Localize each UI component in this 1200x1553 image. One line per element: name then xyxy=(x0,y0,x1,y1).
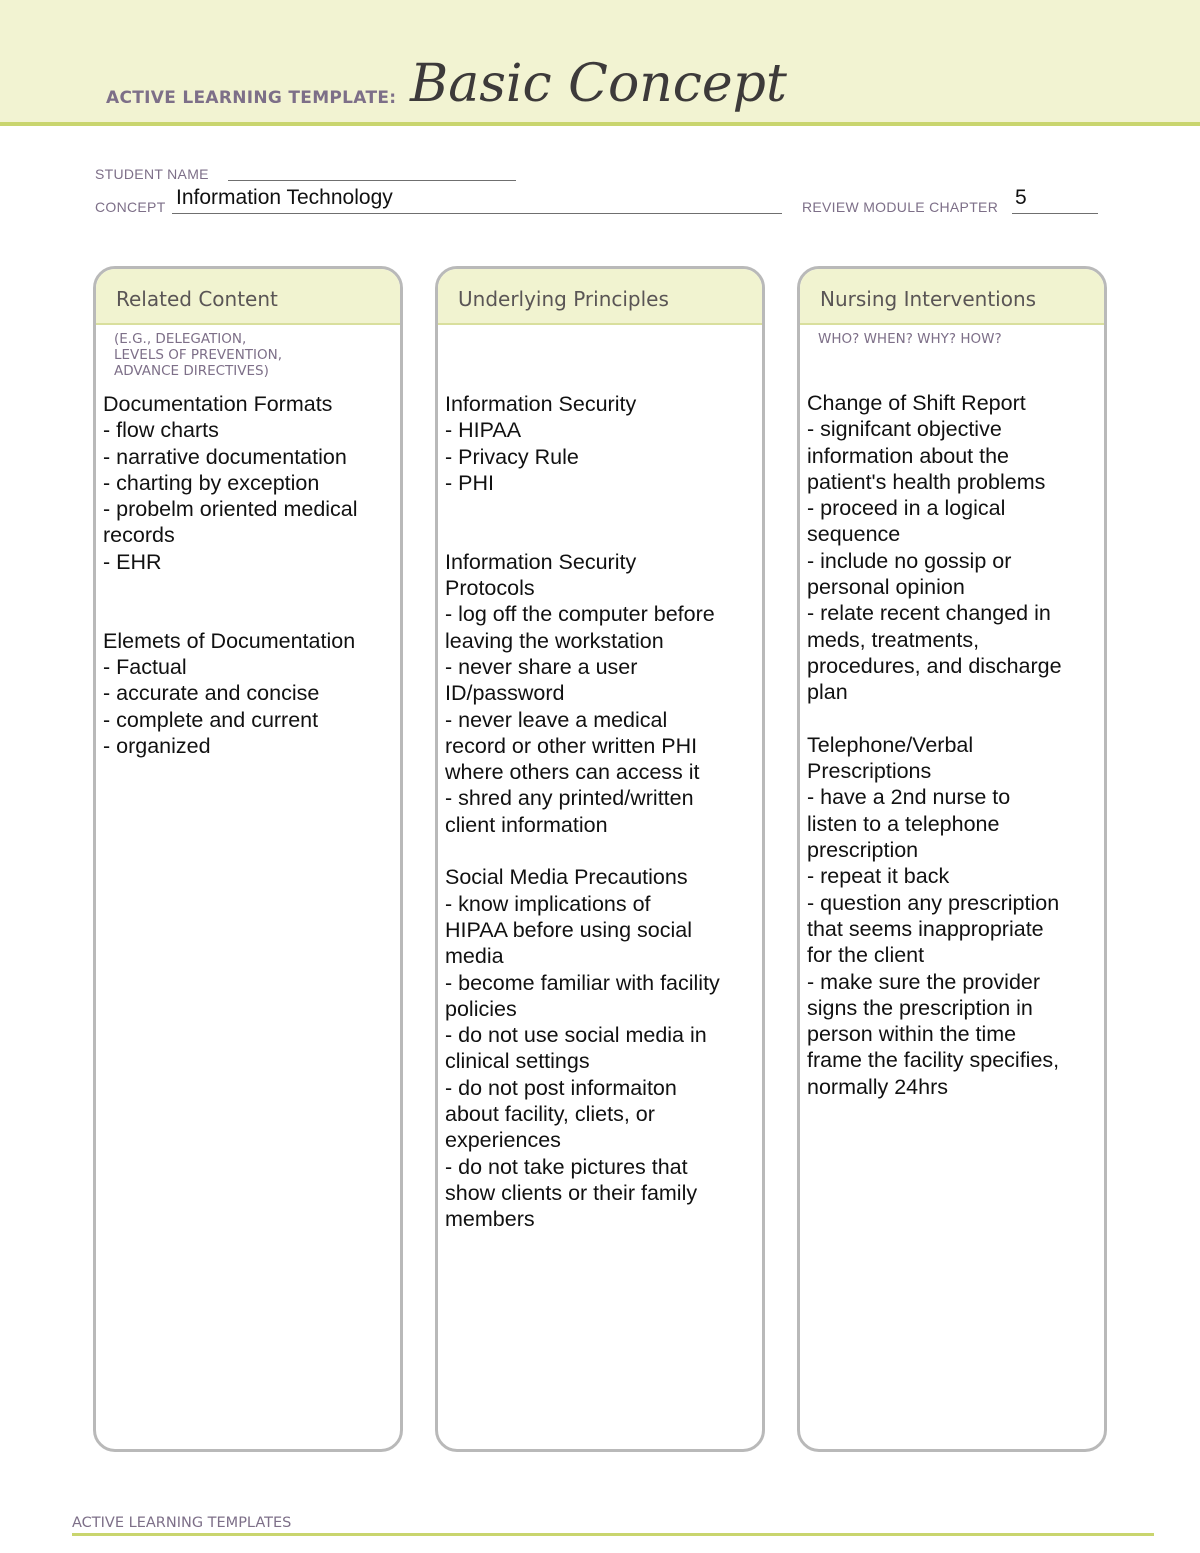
concept-line xyxy=(172,213,782,214)
footer-rule xyxy=(72,1533,1154,1536)
template-title: Basic Concept xyxy=(410,54,787,114)
card-header xyxy=(96,269,400,325)
text-line: - PHI xyxy=(445,470,494,495)
text-line: - probelm oriented medical xyxy=(103,497,358,522)
text-line: policies xyxy=(445,996,517,1021)
text-line: - charting by exception xyxy=(103,470,320,495)
text-line: show clients or their family xyxy=(445,1180,698,1205)
text-line: sequence xyxy=(807,522,901,547)
text-line: frame the facility specifies, xyxy=(807,1048,1060,1073)
footer-label: ACTIVE LEARNING TEMPLATES xyxy=(72,1515,292,1531)
text-line: - Factual xyxy=(103,654,187,679)
text-line: - log off the computer before xyxy=(445,602,715,627)
text-line: listen to a telephone xyxy=(807,811,1000,836)
card-title: Related Content xyxy=(116,287,278,311)
text-line: normally 24hrs xyxy=(807,1074,948,1099)
card-nursing-interventions xyxy=(797,266,1107,1452)
text-line: for the client xyxy=(807,943,925,968)
text-line: HIPAA before using social xyxy=(445,917,692,942)
text-line: leaving the workstation xyxy=(445,628,664,653)
text-line: about facility, cliets, or xyxy=(445,1102,655,1127)
text-line: - accurate and concise xyxy=(103,681,320,706)
card-header xyxy=(800,269,1104,325)
text-line: - do not use social media in xyxy=(445,1023,707,1048)
text-line: - become familiar with facility xyxy=(445,970,720,995)
card-related-content xyxy=(93,266,403,1452)
review-module-line xyxy=(1012,213,1098,214)
blank-line xyxy=(103,575,390,601)
blank-line xyxy=(445,496,752,522)
text-line: media xyxy=(445,944,504,969)
text-line: where others can access it xyxy=(445,760,700,785)
text-line: meds, treatments, xyxy=(807,627,980,652)
text-line: ADVANCE DIRECTIVES) xyxy=(114,363,269,379)
blank-line xyxy=(445,522,752,548)
text-line: experiences xyxy=(445,1128,561,1153)
text-line: Change of Shift Report xyxy=(807,391,1026,415)
text-line: - shred any printed/written xyxy=(445,786,694,811)
text-line: WHO? WHEN? WHY? HOW? xyxy=(818,331,1002,347)
text-line: personal opinion xyxy=(807,575,965,600)
text-line: Documentation Formats xyxy=(103,392,333,416)
review-module-label: REVIEW MODULE CHAPTER xyxy=(802,199,999,215)
text-line: - complete and current xyxy=(103,707,319,732)
text-line: ID/password xyxy=(445,681,565,706)
text-line: - do not take pictures that xyxy=(445,1154,688,1179)
text-line: - have a 2nd nurse to xyxy=(807,785,1011,810)
blank-line xyxy=(807,706,1094,732)
text-line: - never share a user xyxy=(445,654,638,679)
student-name-line xyxy=(228,180,516,181)
blank-line xyxy=(103,601,390,627)
review-module-field[interactable]: 5 xyxy=(1015,186,1027,209)
text-line: - question any prescription xyxy=(807,890,1060,915)
text-line: person within the time xyxy=(807,1022,1017,1047)
text-line: - proceed in a logical xyxy=(807,496,1006,521)
text-line: LEVELS OF PREVENTION, xyxy=(114,347,283,363)
text-line: - never leave a medical xyxy=(445,707,668,732)
text-line: (E.G., DELEGATION, xyxy=(114,331,247,347)
concept-field[interactable]: Information Technology xyxy=(176,186,393,209)
text-line: Social Media Precautions xyxy=(445,865,688,890)
text-line: Information Security xyxy=(445,549,637,574)
text-line: plan xyxy=(807,680,848,705)
student-name-label: STUDENT NAME xyxy=(95,166,209,182)
text-line: Prescriptions xyxy=(807,759,932,784)
concept-label: CONCEPT xyxy=(95,199,166,215)
text-line: - make sure the provider xyxy=(807,969,1041,994)
card-body[interactable] xyxy=(807,390,1094,1100)
header-rule xyxy=(0,122,1200,126)
text-line: - HIPAA xyxy=(445,418,522,443)
text-line: - relate recent changed in xyxy=(807,601,1051,626)
text-line: - EHR xyxy=(103,549,162,574)
text-line: client information xyxy=(445,812,608,837)
text-line: Elemets of Documentation xyxy=(103,628,356,653)
text-line: patient's health problems xyxy=(807,469,1046,494)
text-line: members xyxy=(445,1207,535,1232)
text-line: - Privacy Rule xyxy=(445,444,579,469)
text-line: prescription xyxy=(807,838,919,863)
template-label: ACTIVE LEARNING TEMPLATE: xyxy=(106,88,397,108)
text-line: - signifcant objective xyxy=(807,417,1002,442)
text-line: - flow charts xyxy=(103,418,219,443)
text-line: signs the prescription in xyxy=(807,995,1033,1020)
text-line: record or other written PHI xyxy=(445,733,698,758)
card-hint xyxy=(114,331,282,379)
text-line: - do not post informaiton xyxy=(445,1075,677,1100)
text-line: - include no gossip or xyxy=(807,548,1012,573)
card-title: Underlying Principles xyxy=(458,287,669,311)
text-line: - organized xyxy=(103,733,211,758)
card-body[interactable] xyxy=(103,391,390,759)
text-line: - repeat it back xyxy=(807,864,950,889)
text-line: Telephone/Verbal xyxy=(807,732,974,757)
text-line: Information Security xyxy=(445,392,637,416)
blank-line xyxy=(445,838,752,864)
text-line: information about the xyxy=(807,443,1009,468)
card-hint xyxy=(818,331,1002,347)
card-title: Nursing Interventions xyxy=(820,287,1037,311)
card-underlying-principles xyxy=(435,266,765,1452)
text-line: records xyxy=(103,523,175,548)
text-line: - narrative documentation xyxy=(103,444,347,469)
card-header xyxy=(438,269,762,325)
text-line: procedures, and discharge xyxy=(807,653,1062,678)
text-line: clinical settings xyxy=(445,1049,590,1074)
text-line: - know implications of xyxy=(445,891,651,916)
text-line: Protocols xyxy=(445,576,535,601)
text-line: that seems inappropriate xyxy=(807,916,1044,941)
card-body[interactable] xyxy=(445,391,752,1233)
